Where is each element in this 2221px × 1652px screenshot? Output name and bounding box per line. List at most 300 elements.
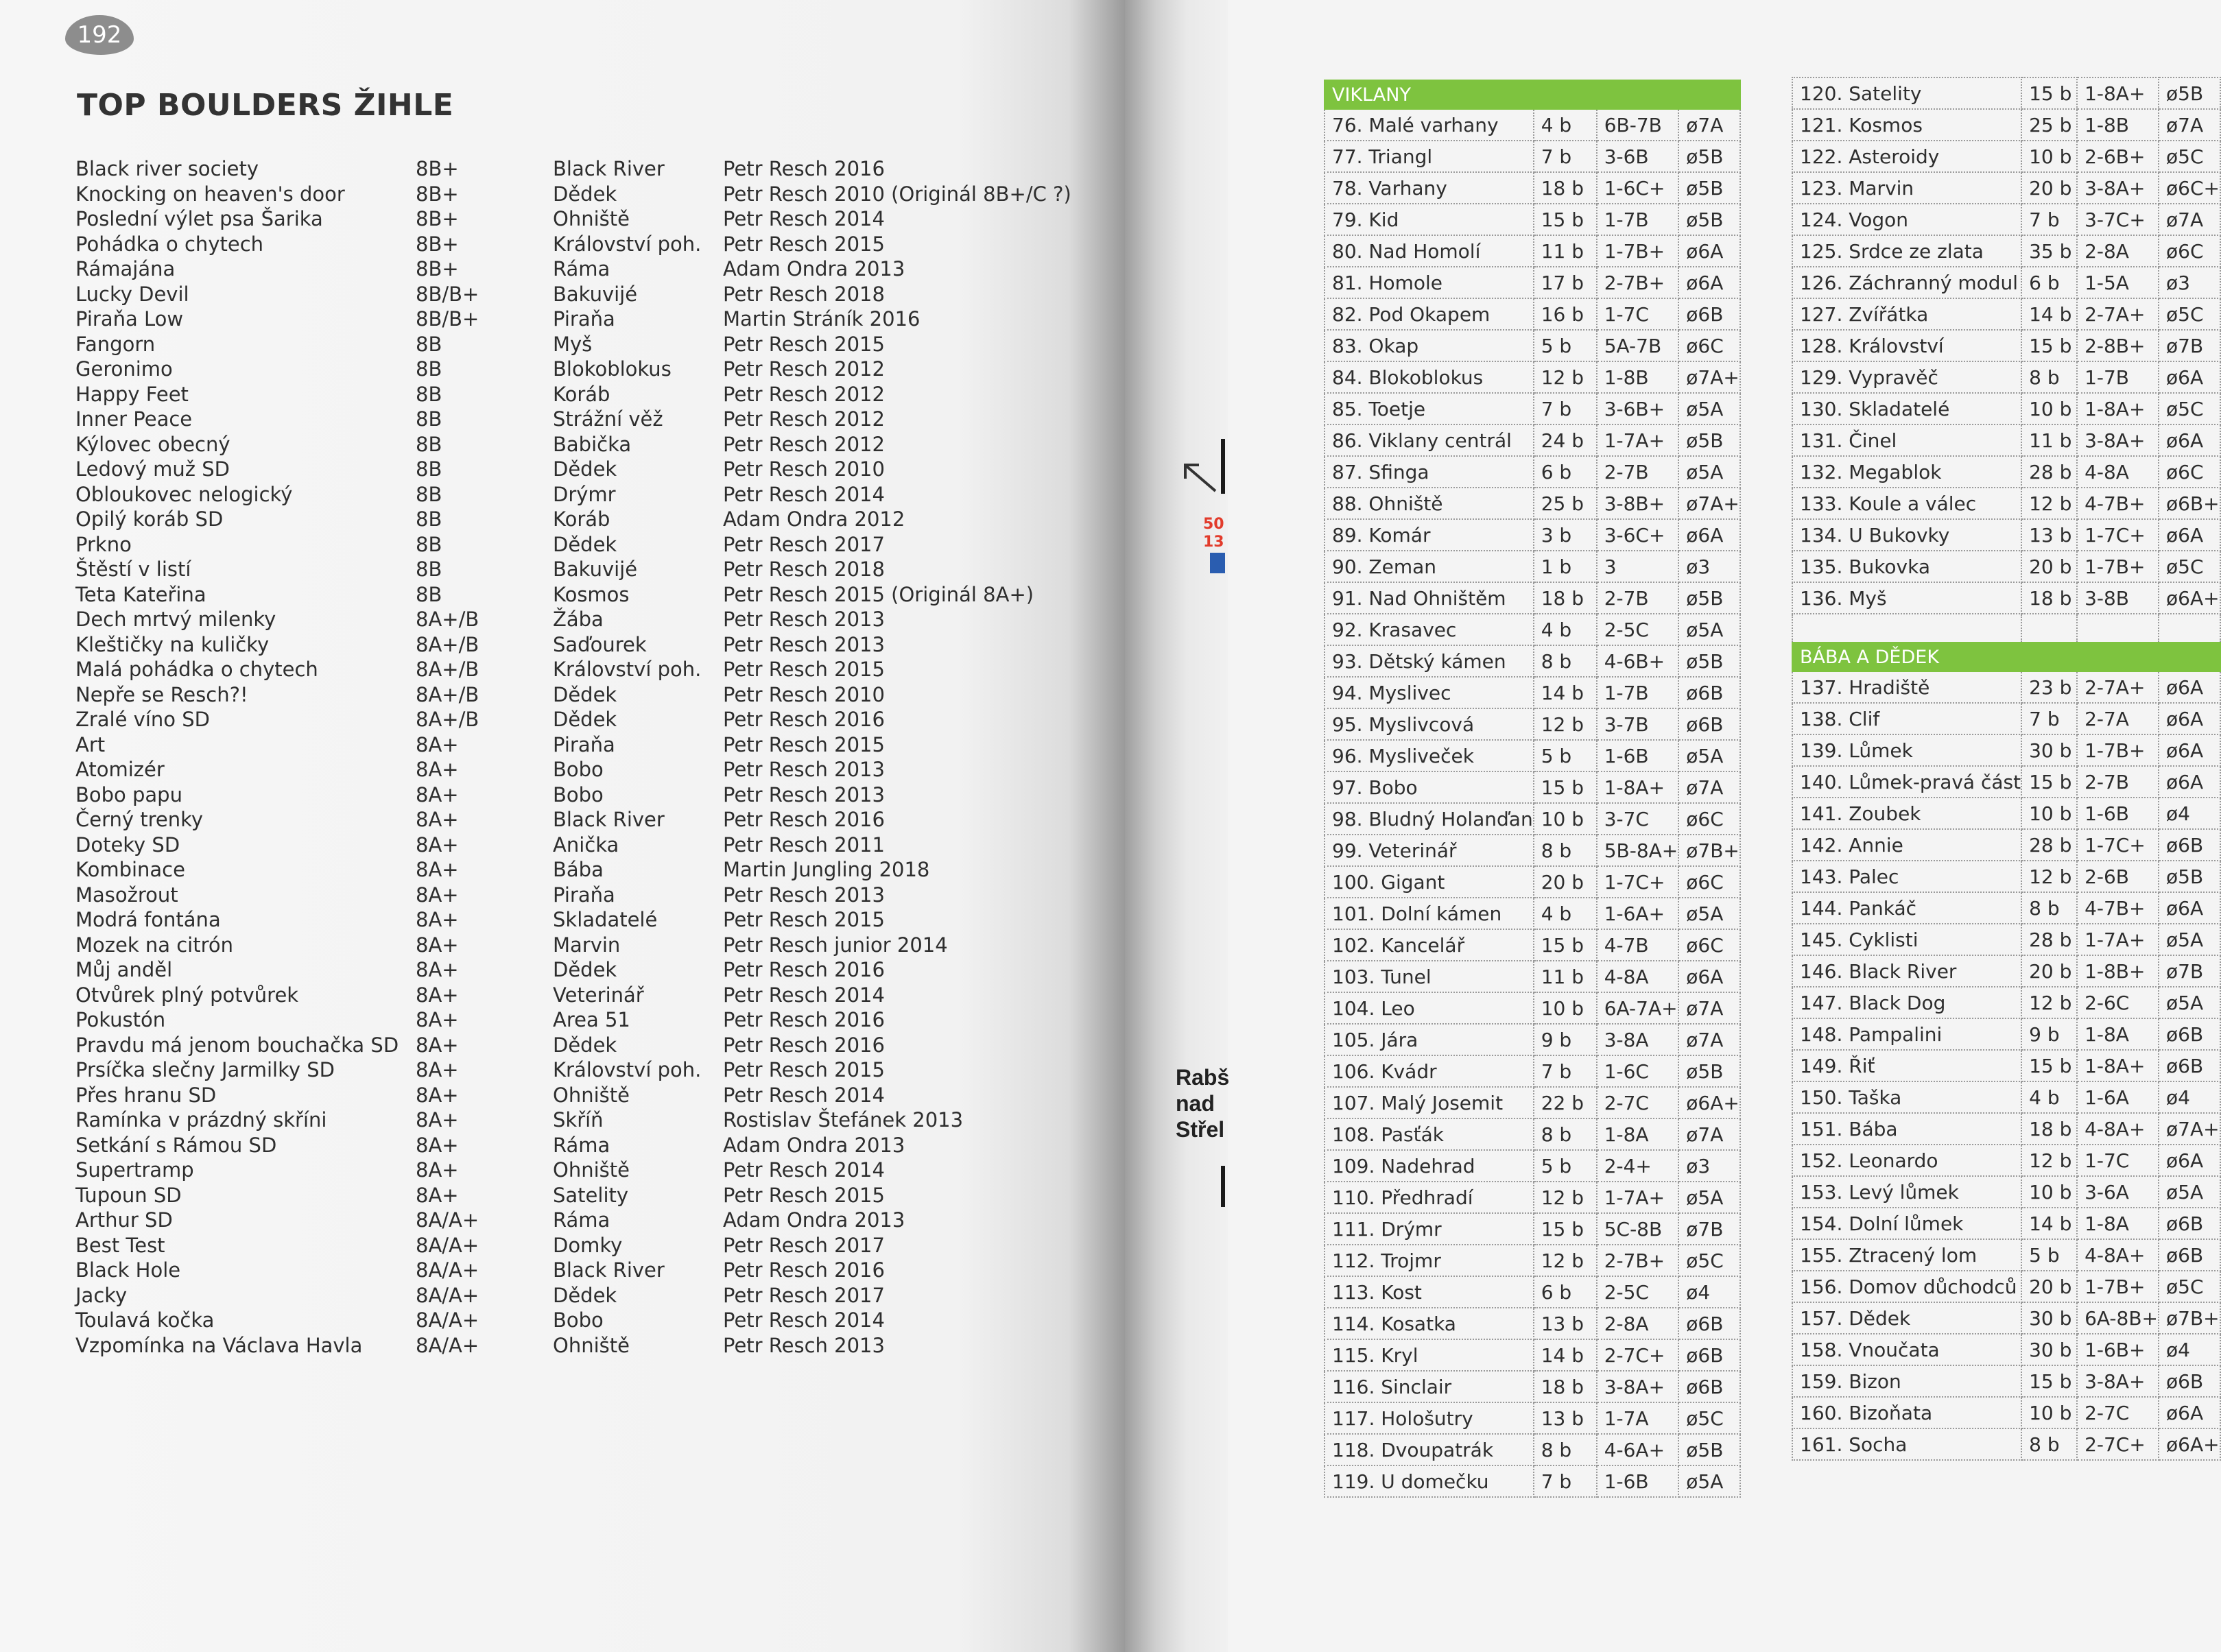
boulder-count: 18 b [2021,1113,2077,1145]
table-row [1325,1024,1740,1055]
grade: 8B [416,582,442,606]
grade-range: 1-8B [2077,109,2159,141]
sector-name: 123. Marvin [1792,172,2021,204]
first-ascent: Petr Resch 2014 [723,207,885,230]
table-row [1792,141,2220,172]
first-ascent: Petr Resch 2013 [723,758,885,781]
boulder-name: Mozek na citrón [75,933,233,957]
boulder-name: Black river society [75,157,259,180]
sector-name: 89. Komár [1325,519,1534,551]
boulder-name: Můj anděl [75,958,173,981]
boulder-name: Pokustón [75,1008,166,1031]
grade-range: 4-8A [2077,456,2159,488]
grade-range: 2-4+ [1597,1150,1679,1182]
grade-range: 1-6B [1597,1465,1679,1497]
boulder-count: 20 b [2021,551,2077,582]
sector-name: 122. Asteroidy [1792,141,2021,172]
average-grade: ø6A [2159,671,2220,703]
table-row [1325,803,1740,835]
first-ascent: Petr Resch junior 2014 [723,933,948,957]
grade-range: 1-7C+ [2077,829,2159,861]
boulder-count: 20 b [2021,172,2077,204]
grade-range: 3-6B [1597,141,1679,172]
table-row [1325,330,1740,361]
sector-name: 117. Hološutry [1325,1402,1534,1434]
boulder-name: Černý trenky [75,808,204,831]
boulder-name: Knocking on heaven's door [75,182,345,206]
sector-name: 154. Dolní lůmek [1792,1208,2021,1239]
average-grade: ø4 [2159,1081,2220,1113]
table-row [1325,488,1740,519]
boulder-count: 5 b [1534,330,1597,361]
boulder-count: 24 b [1534,424,1597,456]
grade: 8A+/B [416,658,479,681]
table-row [1792,1428,2220,1460]
table-row [1792,1397,2220,1428]
boulder-count: 28 b [2021,456,2077,488]
sector-name: 156. Domov důchodců [1792,1271,2021,1302]
grade: 8A+ [416,983,459,1007]
table-row [1325,141,1740,172]
grade: 8A+ [416,808,459,831]
grade-range: 1-6B [2077,798,2159,829]
sector-name: 116. Sinclair [1325,1371,1534,1402]
grade: 8A+/B [416,632,479,656]
boulder-count: 18 b [1534,582,1597,614]
average-grade: ø7A+ [1678,488,1740,519]
grade-range: 3-6C+ [1597,519,1679,551]
table-row [1325,1434,1740,1465]
first-ascent: Petr Resch 2013 [723,883,885,907]
table-row [1325,1118,1740,1150]
table-row [1792,955,2220,987]
sector-name: 155. Ztracený lom [1792,1239,2021,1271]
boulder-count: 14 b [1534,1339,1597,1371]
grade-range: 2-6B [2077,861,2159,892]
grade-range: 1-7B [2077,361,2159,393]
sector-name: 128. Království [1792,330,2021,361]
grade-range: 4-6A+ [1597,1434,1679,1465]
sector-name: Ohniště [553,1083,630,1107]
grade-range: 3-7C [1597,803,1679,835]
table-row [1325,551,1740,582]
author-column [723,156,1107,1358]
table-row [1792,1365,2220,1397]
average-grade: ø5A [1678,1182,1740,1213]
grade-range: 3-8B [2077,582,2159,614]
boulder-count: 4 b [1534,109,1597,141]
average-grade: ø6B [1678,708,1740,740]
boulder-count: 7 b [1534,141,1597,172]
table-spacer-row [1792,614,2220,643]
grade: 8A/A+ [416,1308,479,1332]
sector-name: Bobo [553,1308,604,1332]
table-row [1792,987,2220,1018]
average-grade: ø7B [2159,955,2220,987]
sector-name: Black River [553,1258,665,1282]
boulder-count: 9 b [1534,1024,1597,1055]
first-ascent: Petr Resch 2013 [723,632,885,656]
sector-name: Skladatelé [553,908,658,931]
first-ascent: Petr Resch 2018 [723,558,885,581]
grade-range: 2-8A [1597,1308,1679,1339]
average-grade: ø7B+ [1678,835,1740,866]
boulder-count: 23 b [2021,671,2077,703]
sector-name: Myš [553,332,593,356]
boulder-name: Přes hranu SD [75,1083,217,1107]
boulder-count: 15 b [1534,204,1597,235]
average-grade: ø6B [2159,829,2220,861]
table-row [1792,456,2220,488]
first-ascent: Petr Resch 2013 [723,608,885,631]
grade-range: 2-8A [2077,235,2159,267]
sector-name: Bobo [553,758,604,781]
average-grade: ø3 [2159,267,2220,298]
grade: 8B+ [416,157,459,180]
table-row [1325,172,1740,204]
boulder-count: 7 b [2021,204,2077,235]
sector-name: 143. Palec [1792,861,2021,892]
table-row [1325,866,1740,898]
average-grade: ø6B [2159,1239,2220,1271]
grade-range: 2-7B [2077,766,2159,798]
grade-range: 1-8A+ [2077,1050,2159,1081]
grade: 8B [416,457,442,481]
grade: 8B [416,332,442,356]
boulder-name: Supertramp [75,1158,194,1182]
average-grade: ø6B+ [2159,488,2220,519]
average-grade: ø5B [1678,1055,1740,1087]
boulder-count: 4 b [2021,1081,2077,1113]
average-grade: ø5C [1678,1245,1740,1276]
sector-name: 113. Kost [1325,1276,1534,1308]
sector-name: Dědek [553,1033,617,1057]
grade: 8A+ [416,908,459,931]
sector-name: Dědek [553,958,617,981]
boulder-name: Obloukovec nelogický [75,482,293,506]
map-road-line [1221,439,1225,494]
first-ascent: Martin Stráník 2016 [723,307,921,331]
boulder-count: 8 b [2021,892,2077,924]
first-ascent: Rostislav Štefánek 2013 [723,1108,964,1132]
first-ascent: Petr Resch 2017 [723,532,885,556]
boulder-count: 10 b [2021,393,2077,424]
map-town-label [1176,1064,1229,1142]
grade-range: 1-6C [1597,1055,1679,1087]
boulder-name: Nepře se Resch?! [75,682,248,706]
sector-name: 150. Taška [1792,1081,2021,1113]
sector-name: 96. Myslivеček [1325,740,1534,771]
grade-range: 3-7B [1597,708,1679,740]
boulder-count: 8 b [2021,1428,2077,1460]
sector-name: Dědek [553,532,617,556]
table-row [1792,671,2220,703]
table-row [1792,734,2220,766]
average-grade: ø6A+ [2159,582,2220,614]
average-grade: ø5B [1678,172,1740,204]
grade: 8B [416,432,442,456]
sector-name: Black River [553,157,665,180]
average-grade: ø6A [2159,1145,2220,1176]
grade: 8A+ [416,1008,459,1031]
sector-name: Blokoblokus [553,357,672,381]
first-ascent: Petr Resch 2013 [723,1333,885,1357]
boulder-count: 1 b [1534,551,1597,582]
first-ascent: Petr Resch 2010 [723,457,885,481]
grade: 8B+ [416,232,459,256]
sector-name: 132. Megablok [1792,456,2021,488]
table-header: BÁBA A DĚDEK [1792,643,2220,671]
table-row [1792,298,2220,330]
table-row [1792,924,2220,955]
sector-name: 159. Bizon [1792,1365,2021,1397]
sector-name: 101. Dolní kámen [1325,898,1534,929]
first-ascent: Petr Resch 2015 (Originál 8A+) [723,582,1034,606]
average-grade: ø7A [1678,109,1740,141]
boulder-count: 12 b [2021,488,2077,519]
boulder-count: 28 b [2021,924,2077,955]
grade: 8B [416,357,442,381]
sector-name: 106. Kvádr [1325,1055,1534,1087]
first-ascent: Adam Ondra 2013 [723,1133,905,1157]
average-grade: ø6A [1678,519,1740,551]
sector-name: 107. Malý Josemit [1325,1087,1534,1118]
average-grade: ø5B [1678,141,1740,172]
table-row [1792,1145,2220,1176]
sector-name: Skříň [553,1108,604,1132]
sector-name: Kosmos [553,582,630,606]
average-grade: ø6A [1678,961,1740,992]
boulder-count: 15 b [2021,330,2077,361]
boulder-name: Toulavá kočka [75,1308,215,1332]
grade: 8B+ [416,257,459,280]
first-ascent: Petr Resch 2012 [723,357,885,381]
table-row [1792,361,2220,393]
grade: 8B+ [416,182,459,206]
boulder-count: 6 b [2021,267,2077,298]
sector-name: 126. Záchranný modul [1792,267,2021,298]
grade: 8A+ [416,833,459,857]
table-row [1792,109,2220,141]
table-row [1325,740,1740,771]
sector-name: 153. Levý lůmek [1792,1176,2021,1208]
average-grade: ø7B [1678,1213,1740,1245]
grade-range: 1-7A+ [1597,424,1679,456]
grade-range: 4-7B+ [2077,892,2159,924]
average-grade: ø5A [1678,456,1740,488]
grade: 8A+/B [416,608,479,631]
boulder-count: 17 b [1534,267,1597,298]
grade-range: 2-7B [1597,582,1679,614]
boulder-count: 18 b [1534,1371,1597,1402]
table-row [1792,1334,2220,1365]
table-row [1325,424,1740,456]
sector-name: 87. Sfinga [1325,456,1534,488]
grade-range: 2-6C [2077,987,2159,1018]
grade-range: 2-7B+ [1597,1245,1679,1276]
grade-range: 5A-7B [1597,330,1679,361]
table-row [1792,551,2220,582]
sector-name: 79. Kid [1325,204,1534,235]
table-row [1325,645,1740,677]
table-row [1325,1308,1740,1339]
grade-range: 3-8A+ [1597,1371,1679,1402]
sector-name: 152. Leonardo [1792,1145,2021,1176]
sector-name: Bakuvijé [553,558,638,581]
grade: 8A/A+ [416,1258,479,1282]
boulder-count: 20 b [1534,866,1597,898]
sector-name: 144. Pankáč [1792,892,2021,924]
boulder-count: 12 b [1534,1182,1597,1213]
sector-name: 135. Bukovka [1792,551,2021,582]
grade-range: 1-6B [1597,740,1679,771]
table-row [1792,892,2220,924]
sector-name: 91. Nad Ohništěm [1325,582,1534,614]
sector-name: Království poh. [553,658,702,681]
grade: 8B [416,532,442,556]
grade-range: 3-6A [2077,1176,2159,1208]
table-row [1325,1371,1740,1402]
boulder-count: 16 b [1534,298,1597,330]
boulder-count: 7 b [1534,1055,1597,1087]
viklany-table [1324,80,1741,1498]
first-ascent: Martin Jungling 2018 [723,858,930,881]
boulder-name: Poslední výlet psa Šarika [75,207,323,230]
average-grade: ø6A [2159,892,2220,924]
first-ascent: Petr Resch 2010 (Originál 8B+/C ?) [723,182,1071,206]
grade: 8A+ [416,933,459,957]
average-grade: ø5A [1678,393,1740,424]
table-row [1792,582,2220,614]
average-grade: ø7A [2159,109,2220,141]
table-row [1325,614,1740,645]
sector-name: 146. Black River [1792,955,2021,987]
grade-range: 6A-8B+ [2077,1302,2159,1334]
table-row [1792,829,2220,861]
boulder-count: 12 b [1534,1245,1597,1276]
grade-range: 2-7B+ [1597,267,1679,298]
grade-range: 3-8B+ [1597,488,1679,519]
table-row [1325,1150,1740,1182]
sector-name: 158. Vnoučata [1792,1334,2021,1365]
grade-range: 1-7A+ [2077,924,2159,955]
table-row [1325,1055,1740,1087]
boulder-count: 8 b [1534,645,1597,677]
average-grade: ø6A [2159,361,2220,393]
grade-range: 4-7B [1597,929,1679,961]
sector-name: 85. Toetje [1325,393,1534,424]
average-grade: ø6A+ [2159,1428,2220,1460]
grade-range: 1-7B [1597,677,1679,708]
average-grade: ø5C [2159,551,2220,582]
boulder-name: Arthur SD [75,1208,173,1232]
sector-name: Piraňa [553,732,615,756]
grade: 8A+ [416,883,459,907]
first-ascent: Adam Ondra 2012 [723,507,905,531]
sector-name: 160. Bizoňata [1792,1397,2021,1428]
sector-name: Ohniště [553,207,630,230]
sector-name: 134. U Bukovky [1792,519,2021,551]
average-grade: ø7A+ [1678,361,1740,393]
sector-name: Dědek [553,1283,617,1307]
first-ascent: Petr Resch 2016 [723,1008,885,1031]
first-ascent: Adam Ondra 2013 [723,1208,905,1232]
boulder-count: 25 b [2021,109,2077,141]
boulder-count: 30 b [2021,734,2077,766]
sector-name: 125. Srdce ze zlata [1792,235,2021,267]
grade-range: 1-7B [1597,204,1679,235]
table-row [1792,1239,2220,1271]
first-ascent: Petr Resch 2017 [723,1283,885,1307]
sector-name: Koráb [553,382,610,406]
sector-name: Ráma [553,1133,610,1157]
boulder-count: 7 b [1534,393,1597,424]
table-row [1325,109,1740,141]
average-grade: ø7B+ [2159,1302,2220,1334]
average-grade: ø5B [1678,204,1740,235]
grade-range: 1-7B+ [2077,734,2159,766]
sector-name: 130. Skladatelé [1792,393,2021,424]
boulder-count: 12 b [2021,1145,2077,1176]
sector-name: Bobo [553,782,604,806]
sector-name: Piraňa [553,883,615,907]
grade-range: 1-7C [2077,1145,2159,1176]
grade: 8B/B+ [416,307,479,331]
table-row [1792,77,2220,109]
boulder-count: 20 b [2021,955,2077,987]
sector-name: 93. Dětský kámen [1325,645,1534,677]
grade-range: 1-6C+ [1597,172,1679,204]
sector-name: Anička [553,833,619,857]
boulder-count: 35 b [2021,235,2077,267]
average-grade: ø6A [2159,734,2220,766]
grade-range: 1-7C+ [1597,866,1679,898]
boulder-name: Kýlovec obecný [75,432,230,456]
boulder-count: 15 b [2021,1050,2077,1081]
grade-range: 1-6B+ [2077,1334,2159,1365]
sector-name: 151. Bába [1792,1113,2021,1145]
table-row [1325,1402,1740,1434]
sector-name: 94. Myslivec [1325,677,1534,708]
table-row [1792,267,2220,298]
sector-name: 147. Black Dog [1792,987,2021,1018]
sector-name: Dědek [553,682,617,706]
average-grade: ø6B [1678,1371,1740,1402]
table-row [1792,798,2220,829]
sector-name: Dědek [553,708,617,731]
average-grade: ø3 [1678,1150,1740,1182]
table-row [1792,1208,2220,1239]
average-grade: ø4 [2159,1334,2220,1365]
sector-name: Bába [553,858,604,881]
average-grade: ø6B [1678,677,1740,708]
average-grade: ø6B [2159,1208,2220,1239]
average-grade: ø6C [1678,330,1740,361]
sector-name: 97. Bobo [1325,771,1534,803]
map-number: 13 [1203,534,1224,551]
sector-name: 110. Předhradí [1325,1182,1534,1213]
sector-name: 111. Drýmr [1325,1213,1534,1245]
sector-name: 103. Tunel [1325,961,1534,992]
first-ascent: Petr Resch 2015 [723,658,885,681]
average-grade: ø5C [2159,393,2220,424]
grade: 8A+ [416,1133,459,1157]
sector-name: Koráb [553,507,610,531]
grade: 8B [416,482,442,506]
boulder-count: 8 b [1534,835,1597,866]
grade: 8A+ [416,858,459,881]
boulder-count: 6 b [1534,1276,1597,1308]
